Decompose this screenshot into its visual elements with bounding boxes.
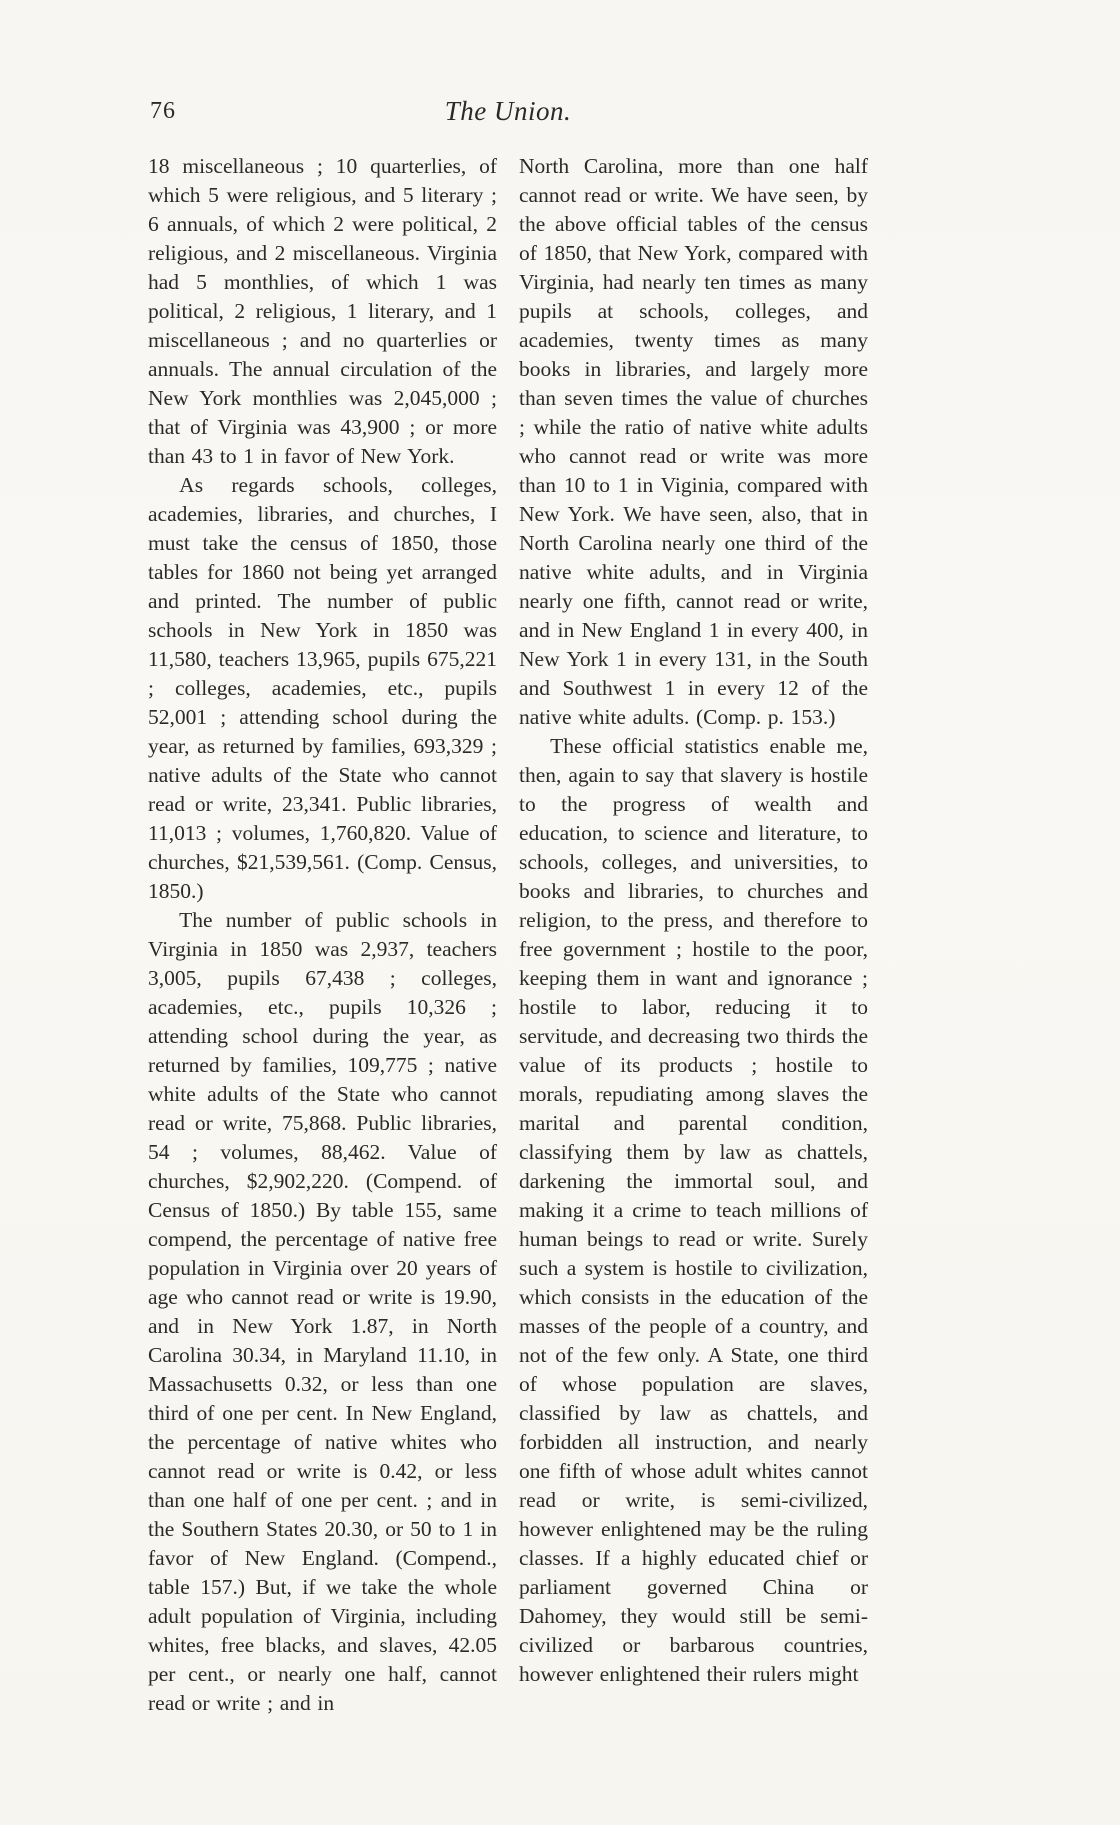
paragraph: North Carolina, more than one half cannot read or write. We have seen, by the above official tables of the census of 1850, that New York, compared with Virginia, had nearly ten times as many pupils at schools, colleges, and academies, twenty times as many books in libraries, and largely more than seven times the value of churches ; while the ratio of native white adults who cannot read or write was more than 10 to 1 in Viginia, compared with New York. We have seen, also, that in North Carolina nearly one third of the native white adults, and in Virginia nearly one fifth, cannot read or write, and in New England 1 in every 400, in New York 1 in every 131, in the South and Southwest 1 in every 12 of the native white adults. (Comp. p. 153.) bbox=[519, 154, 868, 729]
paragraph: As regards schools, colleges, academies, libraries, and churches, I must take the census of 1850, those tables for 1860 not being yet arranged and printed. The number of public schools in New York in 1850 was 11,580, teachers 13,965, pupils 675,221 ; colleges, academies, etc., pupils 52,001 ; attending school during the year, as returned by families, 693,329 ; native adults of the State who cannot read or write, 23,341. Public libraries, 11,013 ; volumes, 1,760,820. Value of churches, $21,539,561. (Comp. Census, 1850.) bbox=[148, 473, 497, 903]
paragraph: 18 miscellaneous ; 10 quarterlies, of which 5 were religious, and 5 literary ; 6 annuals, of which 2 were political, 2 religious, and 2 miscellaneous. Virginia had 5 monthlies, of which 1 was political, 2 religious, 1 literary, and 1 miscellaneous ; and no quarterlies or annuals. The annual circulation of the New York monthlies was 2,045,000 ; that of Virginia was 43,900 ; or more than 43 to 1 in favor of New York. bbox=[148, 154, 497, 468]
text-block bbox=[148, 96, 868, 1718]
page-title: The Union. bbox=[444, 96, 572, 126]
paragraph: These official statistics enable me, then, again to say that slavery is hostile to the progress of wealth and education, to science and literature, to schools, colleges, and universities, to books and libraries, to churches and religion, to the press, and therefore to free government ; hostile to the poor, keeping them in want and ignorance ; hostile to labor, reducing it to servitude, and decreasing two thirds the value of its products ; hostile to morals, repudiating among slaves the marital and parental condition, classifying them by law as chattels, darkening the immortal soul, and making it a crime to teach millions of human beings to read or write. Surely such a system is hostile to civilization, which consists in the education of the masses of the people of a country, and not of the few only. A State, one third of whose population are slaves, classified by law as chattels, and forbidden all instruction, and nearly one fifth of whose adult whites cannot read or write, is semi-civilized, however enlightened may be the ruling classes. If a highly educated chief or parliament governed China or Dahomey, they would still be semi-civilized or barbarous countries, however enlightened their rulers might bbox=[519, 734, 868, 1686]
right-column bbox=[519, 152, 868, 1718]
page-number: 76 bbox=[150, 98, 176, 124]
paragraph: The number of public schools in Virginia in 1850 was 2,937, teachers 3,005, pupils 67,438 ; colleges, academies, etc., pupils 10,326 ; attending school during the year, as returned by families, 109,775 ; native white adults of the State who cannot read or write, 75,868. Public libraries, 54 ; volumes, 88,462. Value of churches, $2,902,220. (Compend. of Census of 1850.) By table 155, same compend, the percentage of native free population in Virginia over 20 years of age who cannot read or write is 19.90, and in New York 1.87, in North Carolina 30.34, in Maryland 11.10, in Massachusetts 0.32, or less than one third of one per cent. In New England, the percentage of native whites who cannot read or write is 0.42, or less than one half of one per cent. ; and in the Southern States 20.30, or 50 to 1 in favor of New England. (Compend., table 157.) But, if we take the whole adult population of Virginia, including whites, free blacks, and slaves, 42.05 per cent., or nearly one half, cannot read or write ; and in bbox=[148, 908, 497, 1715]
text-columns bbox=[148, 152, 868, 1718]
left-column bbox=[148, 152, 497, 1718]
page-header bbox=[148, 96, 868, 152]
